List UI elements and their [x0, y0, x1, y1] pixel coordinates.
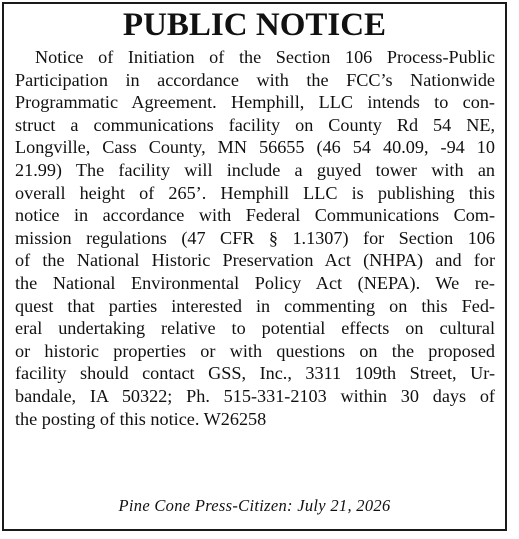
notice-line: bandale, IA 50322; Ph. 515-331-2103 within 30 days of: [15, 385, 495, 406]
notice-title: PUBLIC NOTICE: [122, 7, 387, 43]
notice-line: Longville, Cass County, MN 56655 (46 54 40.09, -94 10: [15, 137, 495, 158]
notice-line: the posting of this notice. W26258: [15, 408, 267, 429]
notice-line: of the National Historic Preservation Act (NHPA) and for: [15, 250, 495, 271]
notice-line: Participation in accordance with the FCC’s Nationwide: [15, 69, 495, 90]
notice-line: struct a communications facility on County Rd 54 NE,: [15, 114, 495, 135]
notice-line: notice in accordance with Federal Communications Com-: [15, 205, 495, 226]
public-notice-box: [2, 2, 507, 531]
notice-line: facility should contact GSS, Inc., 3311 109th Street, Ur-: [15, 363, 495, 384]
notice-line: Programmatic Agreement. Hemphill, LLC intends to con-: [15, 92, 495, 113]
notice-line: quest that parties interested in commenting on this Fed-: [15, 295, 495, 316]
notice-line: Notice of Initiation of the Section 106 Process-Public: [35, 47, 495, 67]
notice-line: 21.99) The facility will include a guyed tower with an: [15, 159, 495, 180]
publication-footer: Pine Cone Press-Citizen: July 21, 2026: [118, 496, 391, 515]
notice-body: [15, 46, 495, 430]
notice-line: mission regulations (47 CFR § 1.1307) for Section 106: [15, 227, 495, 248]
notice-line: eral undertaking relative to potential effects on cultural: [15, 318, 495, 339]
notice-line: or historic properties or with questions on the proposed: [15, 340, 495, 361]
notice-line: the National Environmental Policy Act (NEPA). We re-: [15, 272, 495, 293]
notice-line: overall height of 265’. Hemphill LLC is publishing this: [15, 182, 495, 203]
